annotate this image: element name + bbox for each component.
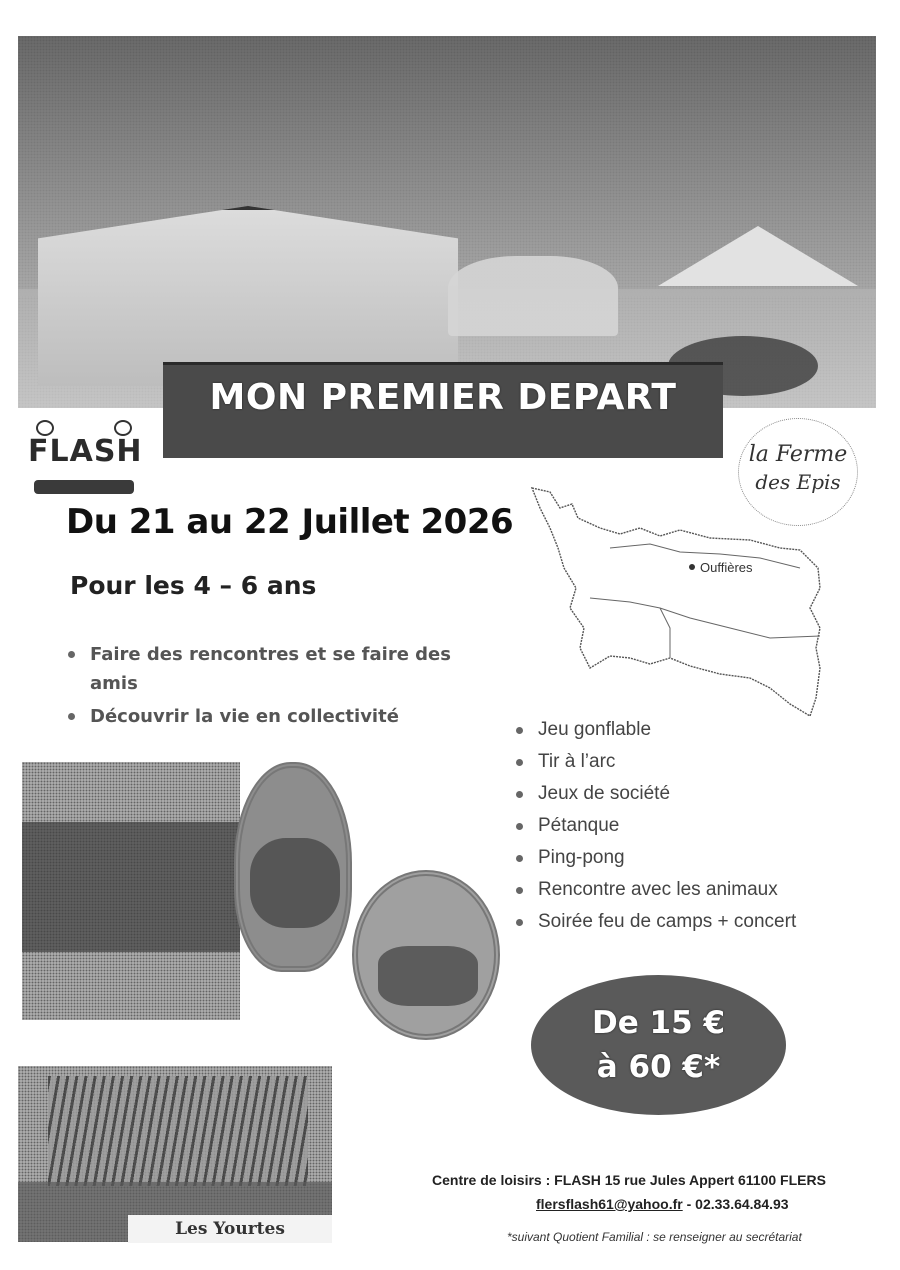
pricing-footnote: *suivant Quotient Familial : se renseigner au secrétariat — [507, 1230, 802, 1244]
activity-item: Jeux de société — [512, 778, 852, 810]
title-band — [163, 362, 723, 458]
contact-phone: 02.33.64.84.93 — [695, 1196, 789, 1212]
activity-item: Soirée feu de camps + concert — [512, 906, 852, 938]
ouffieres-marker-icon — [689, 564, 695, 570]
goal-item: Faire des rencontres et se faire des amis — [64, 640, 504, 698]
price-line1: De 15 € — [591, 1005, 726, 1041]
price-line2: à 60 €* — [596, 1049, 721, 1085]
flash-logo — [28, 418, 143, 500]
activity-item: Ping-pong — [512, 842, 852, 874]
flash-logo-bar — [34, 480, 134, 494]
activity-item: Jeu gonflable — [512, 714, 852, 746]
price-badge — [531, 975, 786, 1115]
flash-logo-text: FLASH — [28, 434, 143, 469]
yurt-interior-roof — [48, 1076, 308, 1186]
activities-list — [512, 714, 852, 938]
hero-yurt-back — [448, 256, 618, 336]
activity-item: Tir à l’arc — [512, 746, 852, 778]
ferme-logo-line2: des Epis — [755, 470, 841, 494]
photo-frame-oval — [352, 870, 500, 1040]
activity-item: Pétanque — [512, 810, 852, 842]
page-title: MON PREMIER DEPART — [209, 377, 677, 418]
yurts-caption: Les Yourtes — [128, 1215, 332, 1243]
event-dates: Du 21 au 22 Juillet 2026 — [66, 502, 514, 542]
photo-farm-shadow — [22, 822, 240, 952]
activity-item: Rencontre avec les animaux — [512, 874, 852, 906]
contact-details — [536, 1196, 789, 1212]
contact-separator: - — [682, 1196, 696, 1212]
ferme-logo-line1: la Ferme — [748, 442, 848, 467]
age-range: Pour les 4 – 6 ans — [70, 571, 317, 600]
goals-list — [64, 640, 504, 735]
hero-yurt-main — [38, 206, 458, 386]
photo-farm-animals — [22, 762, 240, 1020]
contact-address: Centre de loisirs : FLASH 15 rue Jules Appert 61100 FLERS — [432, 1172, 826, 1188]
normandy-map-outline — [520, 478, 840, 718]
map-location-label: Ouffières — [700, 560, 753, 575]
photo-frame-ornate-subject — [250, 838, 340, 928]
goal-item: Découvrir la vie en collectivité — [64, 702, 504, 731]
contact-email-link[interactable]: flersflash61@yahoo.fr — [536, 1196, 683, 1212]
photo-frame-ornate — [234, 762, 352, 972]
region-map — [520, 478, 840, 718]
hero-photo-yurts — [18, 36, 876, 408]
photo-frame-oval-subject — [378, 946, 478, 1006]
